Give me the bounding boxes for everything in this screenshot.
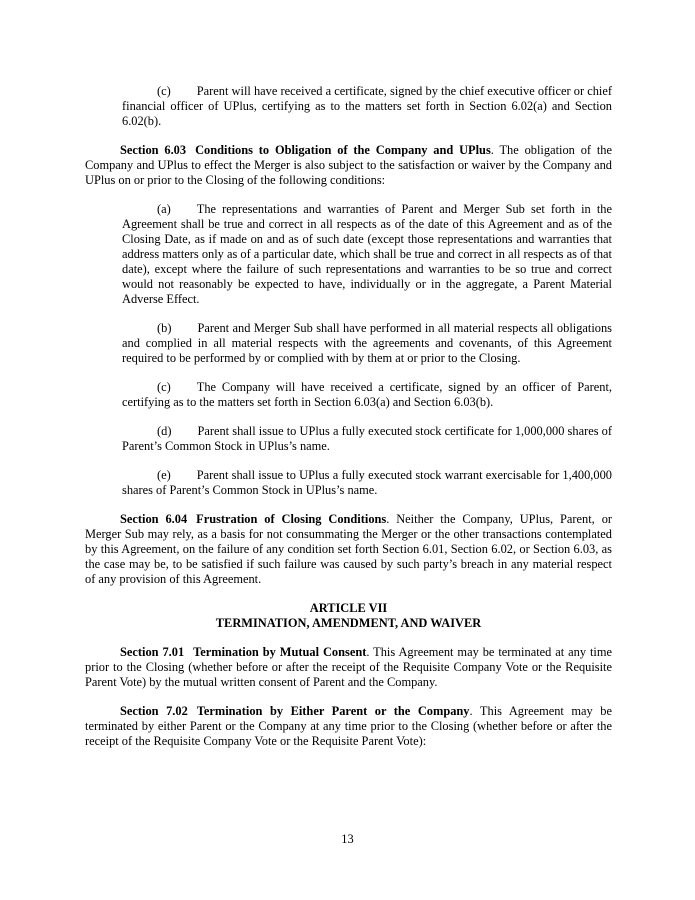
article-title: TERMINATION, AMENDMENT, AND WAIVER xyxy=(215,616,482,630)
paragraph-6-03-e xyxy=(122,468,612,498)
paragraph-label: (c) xyxy=(157,380,171,394)
section-6-04 xyxy=(85,512,612,587)
section-6-03 xyxy=(85,143,612,188)
section-text: . The obligation of the Company and UPlus to effect the Merger is also subject to the satisfaction or waiver by the Company and UPlus on or prior to the Closing of the following conditions: xyxy=(85,143,612,187)
paragraph-6-03-a xyxy=(122,202,612,307)
article-number: ARTICLE VII xyxy=(309,601,388,615)
paragraph-label: (e) xyxy=(157,468,171,482)
paragraph-label: (b) xyxy=(157,321,172,335)
paragraph-label: (c) xyxy=(157,84,171,98)
section-7-01 xyxy=(85,645,612,690)
page-number: 13 xyxy=(341,832,354,846)
paragraph-text: Parent will have received a certificate, signed by the chief executive officer or chief financial officer of UPlus, certifying as to the matters set forth in Section 6.02(a) and Section 6.02(b). xyxy=(122,84,612,128)
section-title: Termination by Mutual Consent xyxy=(193,645,367,659)
section-number: Section 7.01 xyxy=(120,645,185,659)
paragraph-6-03-b xyxy=(122,321,612,366)
section-text: . This Agreement may be terminated at any time prior to the Closing (whether before or after the receipt of the Requisite Company Vote or the Requisite Parent Vote) by the mutual written consent of Parent and the Company. xyxy=(85,645,613,689)
paragraph-text: Parent and Merger Sub shall have performed in all material respects all obligations and complied in all material respects with the agreements and covenants, of this Agreement required to be performed by or complied with by them at or prior to the Closing. xyxy=(122,321,612,365)
article-heading xyxy=(85,601,612,631)
section-text: . This Agreement may be terminated by either Parent or the Company at any time prior to the Closing (whether before or after the receipt of the Requisite Company Vote or the Requisite Parent Vote): xyxy=(85,704,612,748)
paragraph-6-02-c xyxy=(122,84,612,129)
paragraph-6-03-d xyxy=(122,424,612,454)
section-title: Termination by Either Parent or the Company xyxy=(196,704,470,718)
section-number: Section 7.02 xyxy=(120,704,188,718)
paragraph-text: The Company will have received a certificate, signed by an officer of Parent, certifying as to the matters set forth in Section 6.03(a) and Section 6.03(b). xyxy=(122,380,612,409)
section-text: . Neither the Company, UPlus, Parent, or Merger Sub may rely, as a basis for not consummating the Merger or the other transactions contemplated by this Agreement, on the failure of any condition set forth Section 6.01, Section 6.02, or Section 6.03, as the case may be, to be satisfied if such failure was caused by such party’s breach in any material respect of any provision of this Agreement. xyxy=(85,512,613,586)
section-7-02 xyxy=(85,704,612,749)
section-number: Section 6.03 xyxy=(120,143,187,157)
section-title: Frustration of Closing Conditions xyxy=(196,512,387,526)
paragraph-text: Parent shall issue to UPlus a fully executed stock warrant exercisable for 1,400,000 shares of Parent’s Common Stock in UPlus’s name. xyxy=(122,468,612,497)
paragraph-6-03-c xyxy=(122,380,612,410)
section-number: Section 6.04 xyxy=(120,512,188,526)
paragraph-label: (d) xyxy=(157,424,172,438)
paragraph-text: The representations and warranties of Parent and Merger Sub set forth in the Agreement shall be true and correct in all respects as of the date of this Agreement and as of the Closing Date, as if made on and as of such date (except those representations and warranties that address matters only as of a particular date, which shall be true and correct in all respects as of that date), except where the failure of such representations and warranties to be so true and correct would not reasonably be expected to have, individually or in the aggregate, a Parent Material Adverse Effect. xyxy=(122,202,612,306)
section-title: Conditions to Obligation of the Company and UPlus xyxy=(195,143,491,157)
paragraph-text: Parent shall issue to UPlus a fully executed stock certificate for 1,000,000 shares of Parent’s Common Stock in UPlus’s name. xyxy=(122,424,612,453)
paragraph-label: (a) xyxy=(157,202,171,216)
